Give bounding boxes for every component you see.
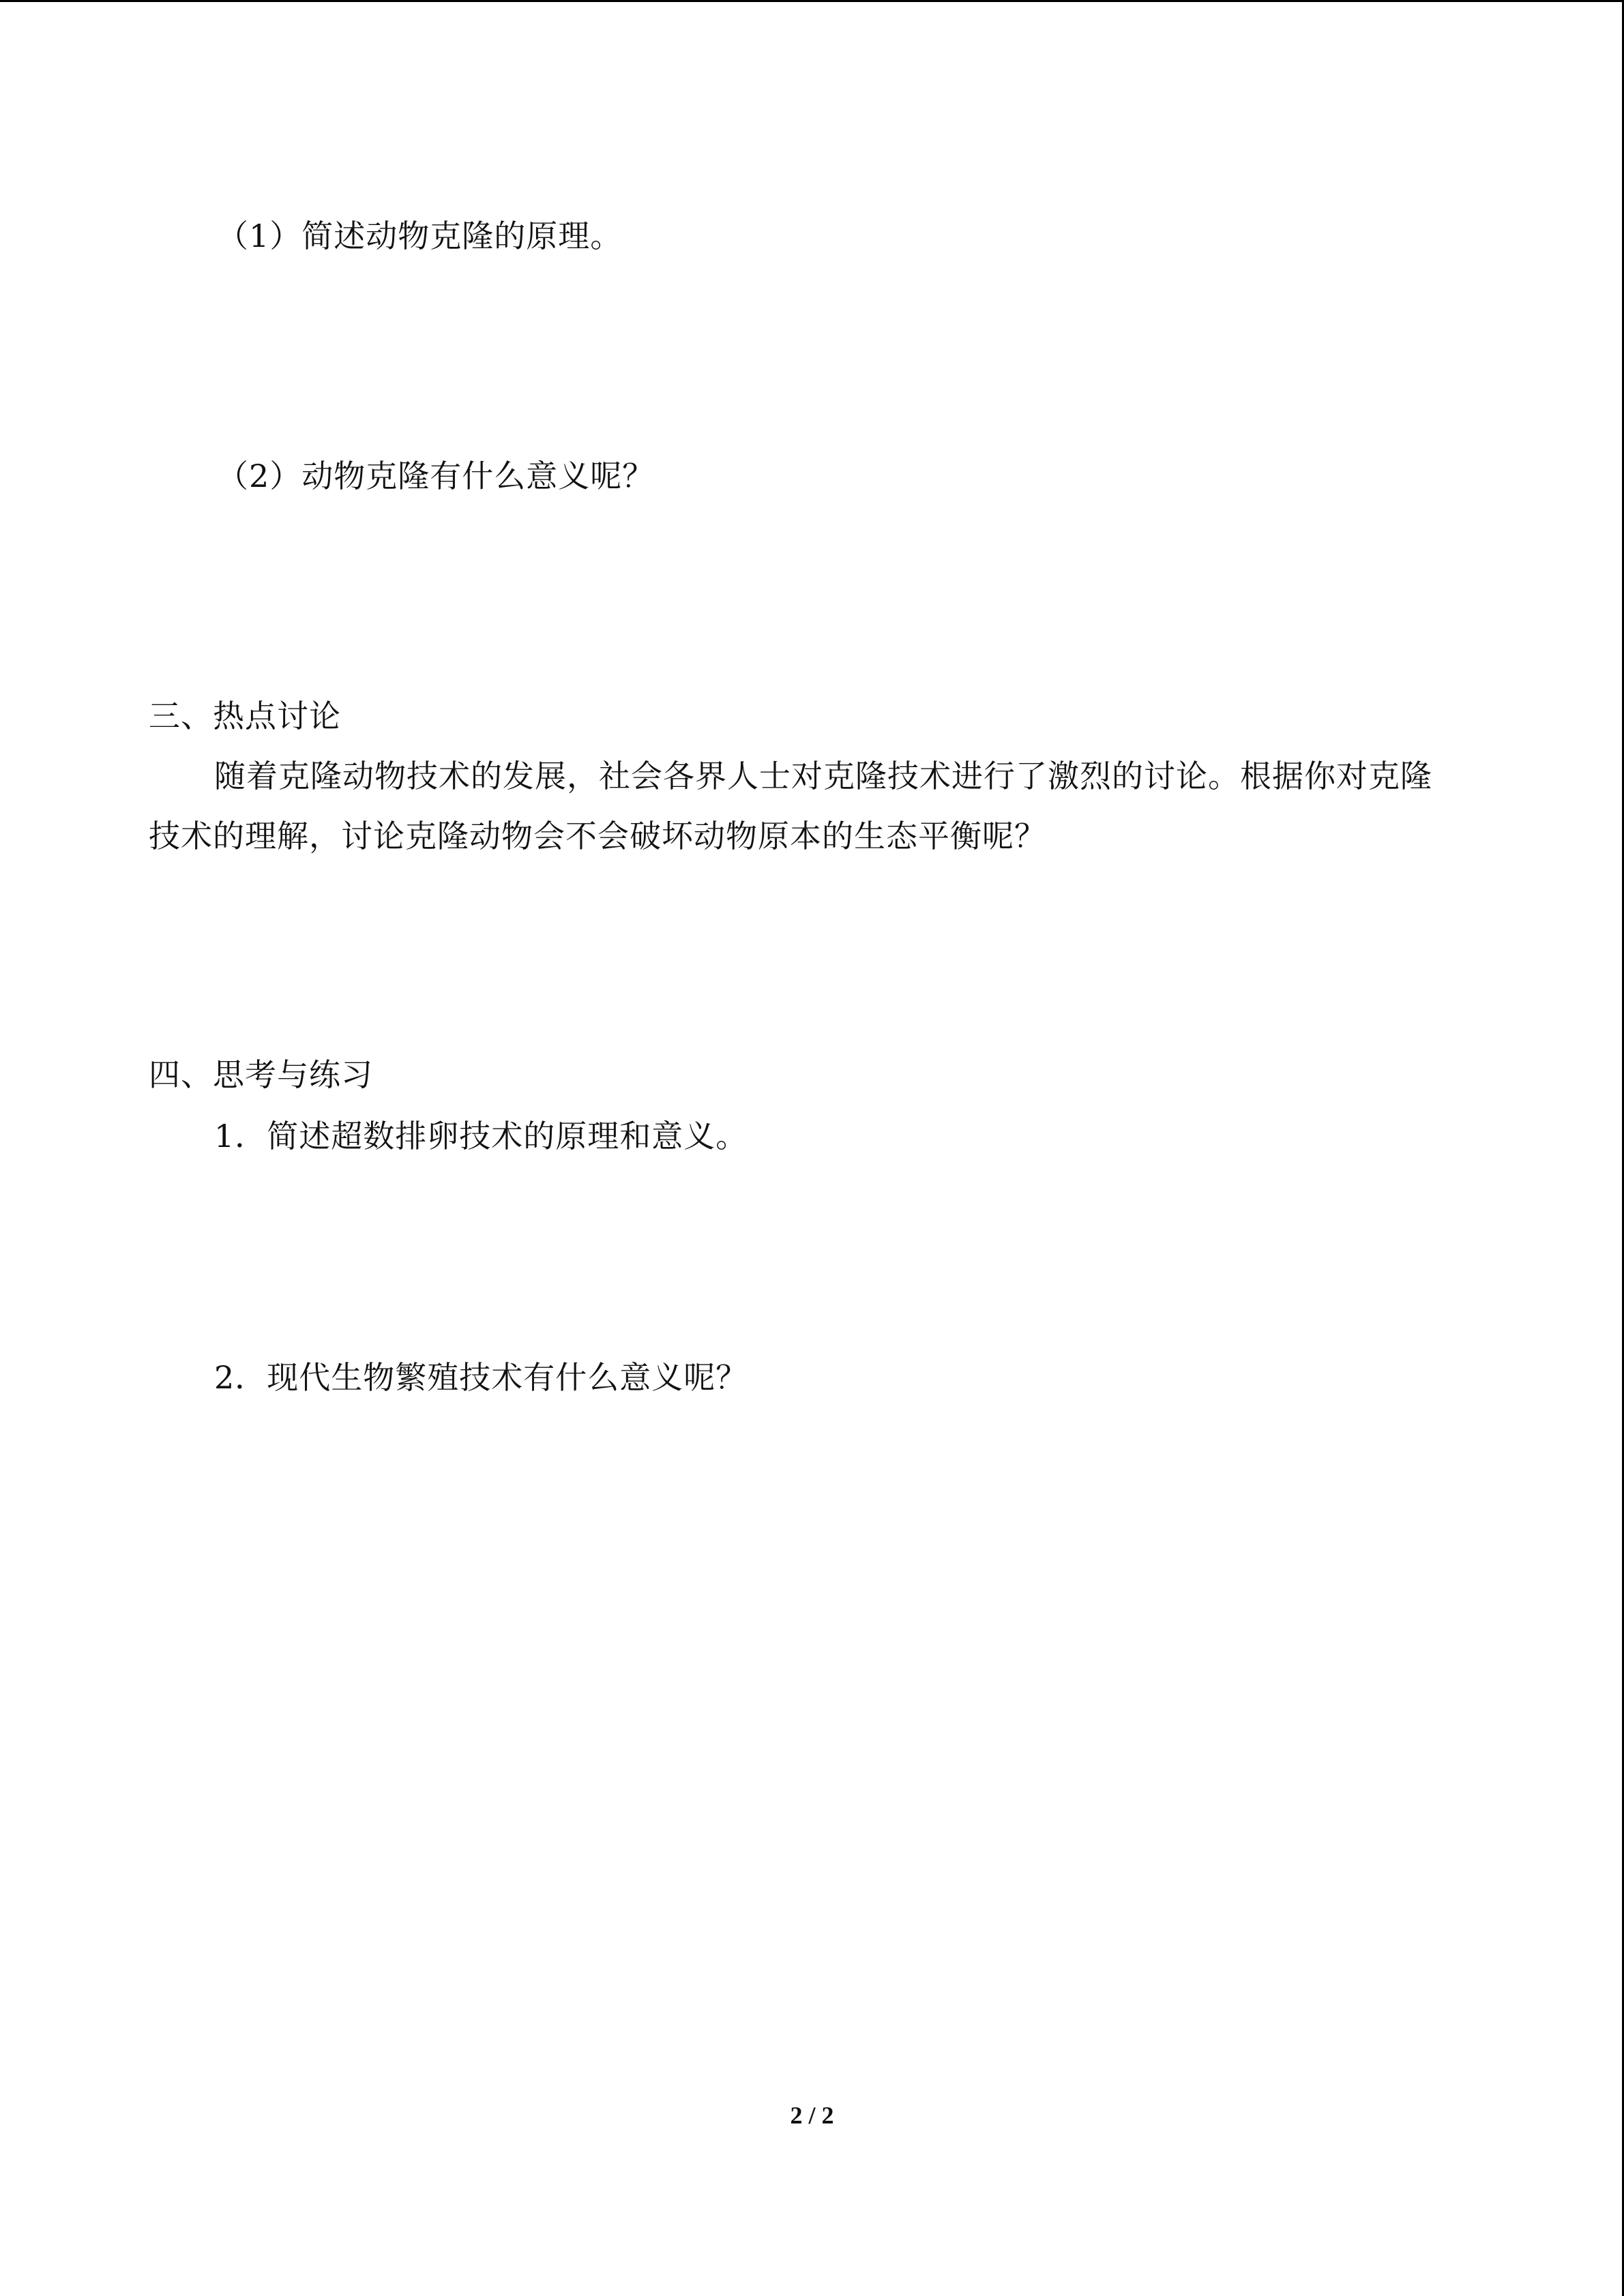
section-3-paragraph-line-2: 技术的理解，讨论克隆动物会不会破坏动物原本的生态平衡呢？	[149, 818, 1046, 854]
exercise-item-1: 1．简述超数排卵技术的原理和意义。	[214, 1118, 748, 1154]
question-2: （2）动物克隆有什么意义呢？	[217, 458, 655, 494]
section-4-heading: 四、思考与练习	[149, 1056, 373, 1093]
page-number: 2 / 2	[790, 2102, 834, 2129]
section-3-heading: 三、热点讨论	[149, 698, 341, 734]
page-top-border	[0, 0, 1624, 2]
section-3-paragraph-line-1: 随着克隆动物技术的发展，社会各界人士对克隆技术进行了激烈的讨论。根据你对克隆	[214, 758, 1432, 794]
exercise-item-2: 2．现代生物繁殖技术有什么意义呢？	[214, 1359, 748, 1396]
question-1: （1）简述动物克隆的原理。	[217, 218, 623, 254]
